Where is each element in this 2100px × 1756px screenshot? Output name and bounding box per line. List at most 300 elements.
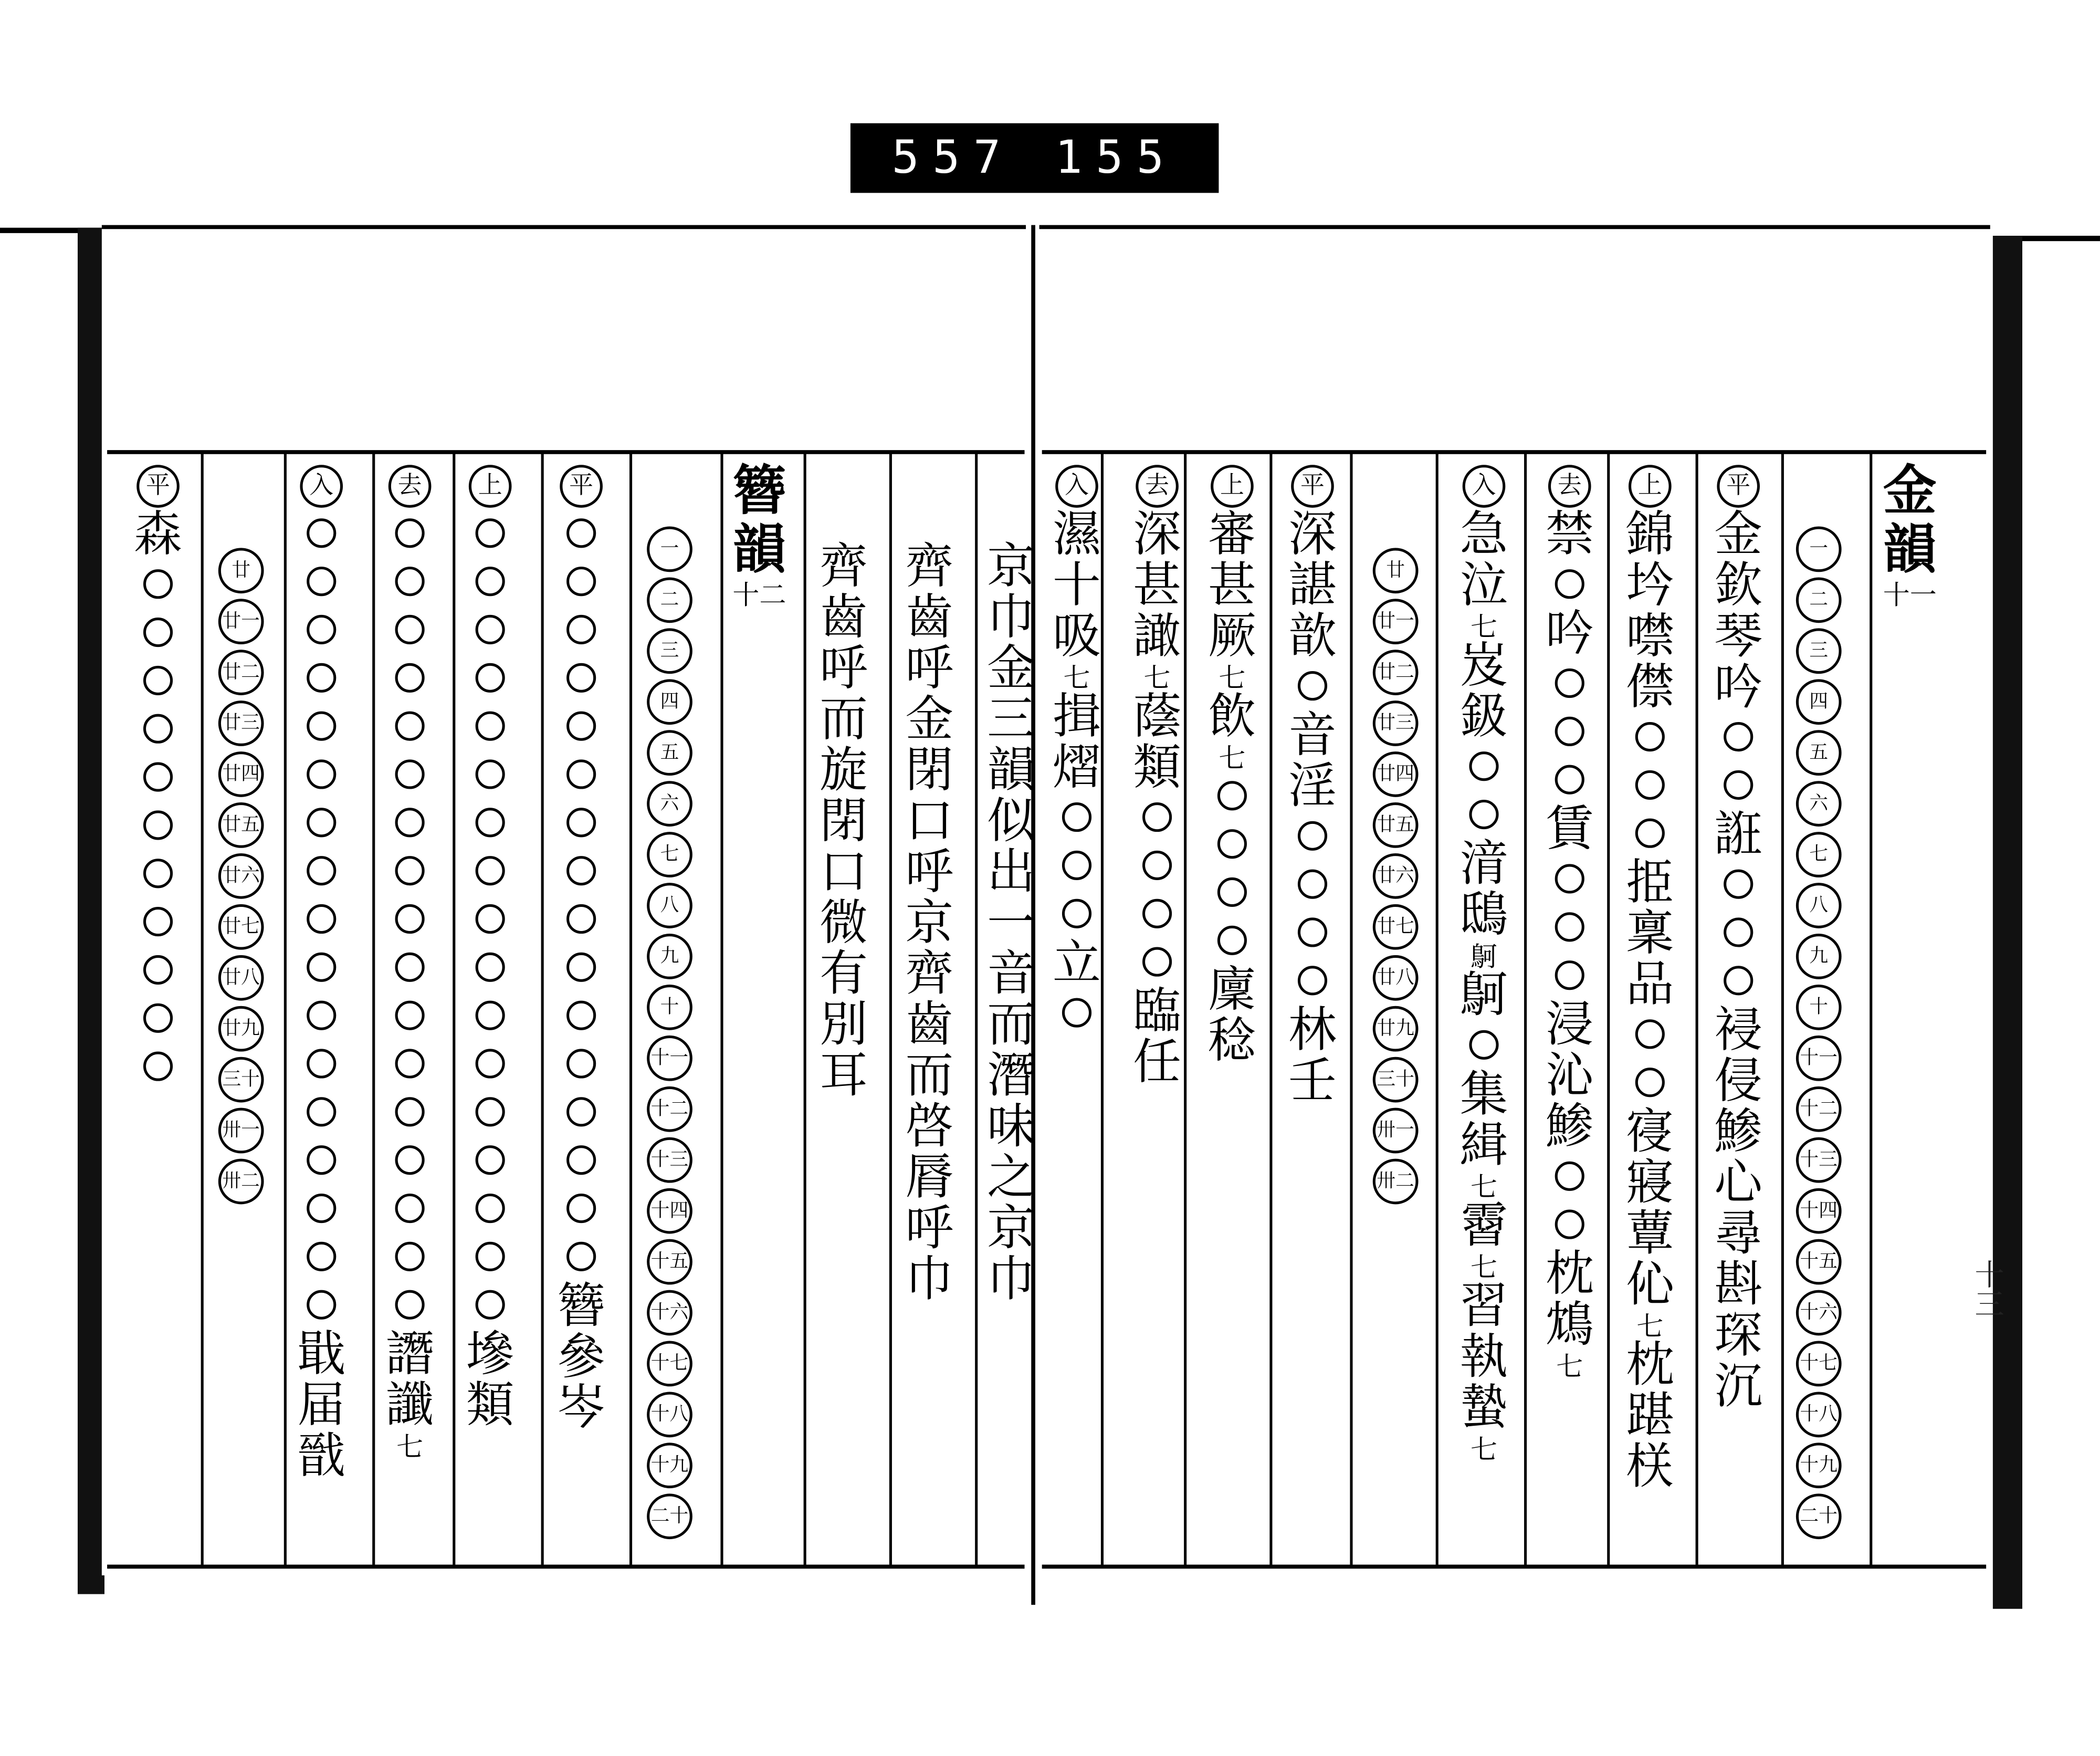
left-column-6 (552, 462, 611, 1435)
right-margin-folio: 十三 (1970, 1259, 2004, 1319)
circled-number: 四 (1796, 679, 1842, 725)
empty-circle-mark (307, 953, 336, 982)
empty-circle-mark (143, 1004, 173, 1033)
character: 啓 (905, 1100, 954, 1155)
empty-circle-mark (476, 904, 505, 934)
circled-number: 十七 (1796, 1341, 1842, 1387)
character: 深 (1288, 507, 1337, 563)
character: 欽 (1714, 558, 1763, 614)
right-page-edge (1993, 236, 2022, 1609)
column-rule (1436, 453, 1438, 1564)
circled-number: 十一 (1796, 1036, 1842, 1081)
character: 噤 (1625, 609, 1674, 665)
empty-circle-mark (476, 759, 505, 789)
rhyme-title-char: 韻 (1883, 518, 1937, 582)
column-rule (720, 453, 723, 1564)
empty-circle-mark (395, 759, 425, 789)
circled-number: 二十 (1796, 1493, 1842, 1539)
empty-circle-mark (1469, 800, 1498, 829)
empty-circle-mark (307, 1001, 336, 1030)
empty-circle-mark (395, 953, 425, 982)
column-rule (1781, 453, 1784, 1564)
character: 心 (1714, 1156, 1763, 1211)
right-lower-frame (1042, 1565, 1986, 1569)
empty-circle-mark (307, 1194, 336, 1223)
circled-number: 卅一 (1373, 1108, 1419, 1154)
character: 浸 (1545, 998, 1594, 1053)
empty-circle-mark (395, 567, 425, 596)
character: 吟 (1714, 660, 1763, 716)
empty-circle-mark (395, 518, 425, 548)
character: 厥 (1208, 609, 1256, 665)
character: 尋 (1714, 1207, 1763, 1262)
empty-circle-mark (1724, 966, 1753, 995)
empty-circle-mark (307, 1145, 336, 1175)
character: 枕 (1625, 1338, 1674, 1394)
character: 音 (987, 947, 1035, 1002)
character: 栚 (1625, 1440, 1674, 1495)
left-column-9 (814, 542, 873, 1102)
empty-circle-mark (1469, 1030, 1498, 1060)
circled-number: 卅二 (218, 1159, 264, 1205)
left-column-8 (730, 459, 789, 611)
character: 緝 (1460, 1119, 1508, 1174)
character: 深 (1133, 507, 1181, 563)
circled-number: 十六 (1796, 1290, 1842, 1336)
character: 齊 (905, 540, 954, 595)
character: 森 (134, 507, 182, 563)
character: 譀 (1133, 609, 1181, 665)
character: 鯵 (1545, 1100, 1594, 1155)
empty-circle-mark (1217, 926, 1247, 955)
column-rule (1870, 453, 1872, 1564)
empty-circle-mark (395, 1001, 425, 1030)
character: 踸 (1625, 1389, 1674, 1444)
character: 廩 (1208, 963, 1256, 1018)
empty-circle-mark (1142, 802, 1172, 832)
character: 微 (820, 896, 868, 952)
empty-circle-mark (1298, 966, 1327, 995)
empty-circle-mark (143, 714, 173, 744)
circled-number: 十七 (647, 1341, 692, 1387)
small-note-char: 十一 (1883, 579, 1937, 611)
circled-number: 廿六 (1373, 853, 1419, 899)
character: 閉 (820, 794, 868, 850)
character: 而 (987, 998, 1035, 1053)
circled-number: 七 (1796, 832, 1842, 877)
tone-marker: 平 (1291, 465, 1334, 508)
empty-circle-mark (1635, 722, 1665, 751)
small-note-char: 七 (1219, 662, 1246, 694)
empty-circle-mark (476, 615, 505, 644)
left-column-3 (292, 462, 351, 1483)
circled-number: 廿二 (218, 650, 264, 695)
circled-number: 十 (1796, 985, 1842, 1030)
empty-circle-mark (143, 810, 173, 840)
empty-circle-mark (307, 808, 336, 837)
character: 蟄 (1460, 1381, 1508, 1436)
character: 伈 (1625, 1258, 1674, 1313)
character: 口 (905, 794, 954, 850)
circled-number: 十 (647, 985, 692, 1030)
character: 鈒 (1460, 689, 1508, 745)
character: 坅 (1625, 558, 1674, 614)
character: 簪 (557, 1279, 606, 1334)
character: 金 (905, 692, 954, 748)
empty-circle-mark (143, 666, 173, 695)
character: 京 (987, 540, 1035, 595)
empty-circle-mark (395, 1194, 425, 1223)
empty-circle-mark (143, 907, 173, 936)
character: 湇 (1460, 837, 1508, 892)
circled-number: 三十 (1373, 1057, 1419, 1103)
empty-circle-mark (1635, 819, 1665, 848)
empty-circle-mark (307, 1290, 336, 1320)
circled-number: 十二 (647, 1086, 692, 1132)
character: 濕 (1053, 507, 1101, 563)
character: 鴟 (1460, 888, 1508, 943)
film-frame-label: 557 155 (850, 123, 1219, 193)
empty-circle-mark (476, 808, 505, 837)
character: 閉 (905, 743, 954, 799)
empty-circle-mark (143, 569, 173, 599)
character: 齒 (905, 998, 954, 1053)
small-note-char: 七 (1219, 742, 1246, 775)
empty-circle-mark (1142, 899, 1172, 928)
empty-circle-mark (566, 712, 596, 741)
empty-circle-mark (307, 759, 336, 789)
character: 而 (905, 1049, 954, 1104)
empty-circle-mark (307, 615, 336, 644)
character: 壬 (1288, 1054, 1337, 1110)
left-column-5 (461, 462, 520, 1432)
character: 音 (1288, 708, 1337, 764)
circled-number: 廿七 (218, 904, 264, 950)
empty-circle-mark (1298, 870, 1327, 899)
empty-circle-mark (1469, 751, 1498, 781)
column-rule (1269, 453, 1272, 1564)
character: 類 (1133, 740, 1181, 796)
character: 沁 (1545, 1049, 1594, 1104)
circled-number: 七 (647, 832, 692, 877)
empty-circle-mark (143, 1052, 173, 1081)
right-column-3 (1203, 462, 1262, 1068)
character: 挋 (1625, 856, 1674, 911)
circled-number: 廿 (1373, 548, 1419, 593)
empty-circle-mark (566, 518, 596, 548)
circled-number: 廿八 (218, 955, 264, 1001)
empty-circle-mark (1635, 1019, 1665, 1049)
small-note-char: 七 (1470, 611, 1498, 643)
character: 習 (1460, 1279, 1508, 1334)
character: 旋 (820, 743, 868, 799)
character: 蕈 (1625, 1207, 1674, 1262)
character: 巾 (987, 590, 1035, 646)
tone-marker: 去 (1136, 465, 1179, 508)
tone-marker: 入 (300, 465, 343, 508)
right-column-9 (1709, 462, 1768, 1413)
column-rule (1607, 453, 1610, 1564)
circled-number: 廿五 (218, 802, 264, 848)
empty-circle-mark (566, 759, 596, 789)
circled-number: 廿四 (218, 751, 264, 797)
character: 齒 (820, 590, 868, 646)
empty-circle-mark (1555, 569, 1584, 599)
circled-number: 八 (647, 883, 692, 928)
small-note-char: 七 (1470, 1170, 1498, 1203)
character: 金 (1714, 507, 1763, 563)
character: 誑 (1714, 808, 1763, 863)
circled-number: 廿四 (1373, 751, 1419, 797)
empty-circle-mark (395, 1145, 425, 1175)
empty-circle-mark (476, 1001, 505, 1030)
circled-number: 二十 (647, 1493, 692, 1539)
small-note-char: 七 (1470, 1433, 1498, 1466)
empty-circle-mark (566, 615, 596, 644)
character: 齊 (905, 947, 954, 1002)
empty-circle-mark (476, 856, 505, 885)
character: 岑 (557, 1381, 606, 1436)
empty-circle-mark (395, 904, 425, 934)
character: 耳 (820, 1049, 868, 1104)
character: 戢 (297, 1328, 346, 1383)
circled-number: 三十 (218, 1057, 264, 1103)
character: 揖 (1053, 689, 1101, 745)
empty-circle-mark (566, 1097, 596, 1126)
empty-circle-mark (1142, 851, 1172, 880)
empty-circle-mark (395, 856, 425, 885)
column-rule (975, 453, 978, 1564)
character: 三 (987, 692, 1035, 748)
right-column-7 (1540, 462, 1599, 1381)
tone-marker: 平 (1717, 465, 1760, 508)
character: 祲 (1714, 1003, 1763, 1059)
character: 鯵 (1714, 1105, 1763, 1161)
character: 琛 (1714, 1309, 1763, 1364)
circled-number: 廿一 (1373, 599, 1419, 644)
character: 似 (987, 794, 1035, 850)
empty-circle-mark (476, 1194, 505, 1223)
character: 類 (466, 1378, 514, 1434)
character: 届 (297, 1378, 346, 1434)
character: 錦 (1625, 507, 1674, 563)
circled-number: 十三 (1796, 1137, 1842, 1183)
right-column-10 (1789, 525, 1848, 1543)
circled-number: 廿三 (1373, 701, 1419, 746)
circled-number: 一 (1796, 527, 1842, 572)
character: 霫 (1460, 1199, 1508, 1254)
empty-circle-mark (476, 1242, 505, 1271)
column-rule (372, 453, 375, 1564)
empty-circle-mark (476, 712, 505, 741)
empty-circle-mark (395, 663, 425, 693)
empty-circle-mark (143, 955, 173, 985)
empty-circle-mark (1062, 802, 1091, 832)
empty-circle-mark (1724, 917, 1753, 947)
left-lower-frame (107, 1565, 1024, 1569)
circled-number: 廿六 (218, 853, 264, 899)
circled-number: 十九 (647, 1443, 692, 1488)
circled-number: 五 (1796, 730, 1842, 776)
character: 十 (1053, 558, 1101, 614)
circled-number: 一 (647, 527, 692, 572)
empty-circle-mark (1555, 960, 1584, 990)
empty-circle-mark (395, 1097, 425, 1126)
circled-number: 三 (647, 628, 692, 674)
character: 戩 (297, 1429, 346, 1485)
character: 甚 (1208, 558, 1256, 614)
empty-circle-mark (566, 808, 596, 837)
empty-circle-mark (143, 859, 173, 888)
right-column-5 (1366, 547, 1425, 1208)
tone-marker: 上 (469, 465, 512, 508)
left-column-2 (212, 547, 270, 1208)
circled-number: 廿八 (1373, 955, 1419, 1001)
empty-circle-mark (1635, 1068, 1665, 1097)
rhyme-title-char: 韻 (732, 518, 786, 582)
right-column-2 (1128, 462, 1186, 1089)
empty-circle-mark (307, 856, 336, 885)
empty-circle-mark (1555, 765, 1584, 795)
character: 淫 (1288, 759, 1337, 815)
tone-marker: 平 (560, 465, 603, 508)
character: 諶 (1288, 558, 1337, 614)
character: 立 (1053, 936, 1101, 991)
rhyme-title-char: 金 (1883, 459, 1937, 522)
character: 侵 (1714, 1054, 1763, 1110)
character: 出 (987, 845, 1035, 901)
circled-number: 廿三 (218, 701, 264, 746)
character: 京 (987, 1201, 1035, 1257)
circled-number: 二 (1796, 577, 1842, 623)
circled-number: 廿五 (1373, 802, 1419, 848)
tone-marker: 去 (1548, 465, 1591, 508)
circled-number: 二 (647, 577, 692, 623)
character: 參 (557, 1330, 606, 1385)
character: 任 (1133, 1035, 1181, 1091)
character: 脣 (905, 1151, 954, 1206)
character: 一 (987, 896, 1035, 952)
small-note-char: 十二 (732, 579, 786, 611)
tone-marker: 上 (1629, 465, 1672, 508)
empty-circle-mark (1298, 821, 1327, 851)
small-note-char: 七 (1636, 1310, 1664, 1343)
character: 齒 (905, 590, 954, 646)
empty-circle-mark (566, 1049, 596, 1078)
tone-marker: 上 (1211, 465, 1254, 508)
character: 吟 (1545, 607, 1594, 662)
column-rule (541, 453, 544, 1564)
character: 金 (987, 641, 1035, 697)
column-rule (1696, 453, 1698, 1564)
empty-circle-mark (476, 1145, 505, 1175)
circled-number: 六 (647, 781, 692, 827)
column-rule (1350, 453, 1352, 1564)
empty-circle-mark (476, 663, 505, 693)
character: 飲 (1208, 689, 1256, 745)
circled-number: 廿二 (1373, 650, 1419, 695)
empty-circle-mark (1555, 912, 1584, 942)
character: 別 (820, 998, 868, 1053)
empty-circle-mark (1062, 851, 1091, 880)
circled-number: 十九 (1796, 1443, 1842, 1488)
tone-marker: 入 (1055, 465, 1098, 508)
character: 急 (1460, 507, 1508, 563)
character: 寑 (1625, 1105, 1674, 1161)
empty-circle-mark (1298, 917, 1327, 947)
character: 之 (987, 1151, 1035, 1206)
empty-circle-mark (1724, 870, 1753, 899)
empty-circle-mark (566, 1194, 596, 1223)
character: 呼 (905, 641, 954, 697)
character: 墋 (466, 1328, 514, 1383)
left-column-7 (640, 525, 699, 1543)
character: 集 (1460, 1068, 1508, 1123)
character: 蔭 (1133, 689, 1181, 745)
small-note-char: 七 (396, 1430, 424, 1463)
circled-number: 十五 (1796, 1239, 1842, 1285)
empty-circle-mark (395, 808, 425, 837)
empty-circle-mark (1217, 829, 1247, 859)
empty-circle-mark (1555, 864, 1584, 893)
character: 呼 (820, 641, 868, 697)
empty-circle-mark (476, 1049, 505, 1078)
circled-number: 廿九 (1373, 1006, 1419, 1052)
empty-circle-mark (566, 567, 596, 596)
circled-number: 十三 (647, 1137, 692, 1183)
left-column-4 (380, 462, 439, 1461)
small-note-char: 七 (1556, 1350, 1583, 1383)
empty-circle-mark (307, 567, 336, 596)
circled-number: 卅二 (1373, 1159, 1419, 1205)
circled-number: 八 (1796, 883, 1842, 928)
circled-number: 十八 (647, 1392, 692, 1437)
character: 齊 (820, 540, 868, 595)
small-note-char: 七 (1470, 1251, 1498, 1283)
character: 執 (1460, 1330, 1508, 1385)
circled-number: 三 (1796, 628, 1842, 674)
character: 呼 (905, 845, 954, 901)
column-rule (629, 453, 632, 1564)
circled-number: 廿一 (218, 599, 264, 644)
empty-circle-mark (143, 618, 173, 647)
tone-marker: 去 (388, 465, 432, 508)
character: 鴚 (1460, 968, 1508, 1023)
circled-number: 廿九 (218, 1006, 264, 1052)
empty-circle-mark (1555, 668, 1584, 698)
right-column-8 (1621, 462, 1679, 1493)
character: 寢 (1625, 1156, 1674, 1211)
empty-circle-mark (566, 856, 596, 885)
empty-circle-mark (307, 663, 336, 693)
tone-marker: 入 (1463, 465, 1506, 508)
character: 譖 (385, 1328, 434, 1383)
empty-circle-mark (1555, 1210, 1584, 1239)
empty-circle-mark (395, 1049, 425, 1078)
empty-circle-mark (476, 518, 505, 548)
tone-marker: 平 (136, 465, 180, 508)
empty-circle-mark (307, 1097, 336, 1126)
character: 稟 (1625, 907, 1674, 962)
character: 而 (820, 692, 868, 748)
right-column-6 (1454, 462, 1513, 1464)
circled-number: 卅一 (218, 1108, 264, 1154)
circled-number: 十八 (1796, 1392, 1842, 1437)
circled-number: 廿 (218, 548, 264, 593)
empty-circle-mark (1062, 998, 1091, 1027)
empty-circle-mark (307, 904, 336, 934)
column-rule (804, 453, 806, 1564)
